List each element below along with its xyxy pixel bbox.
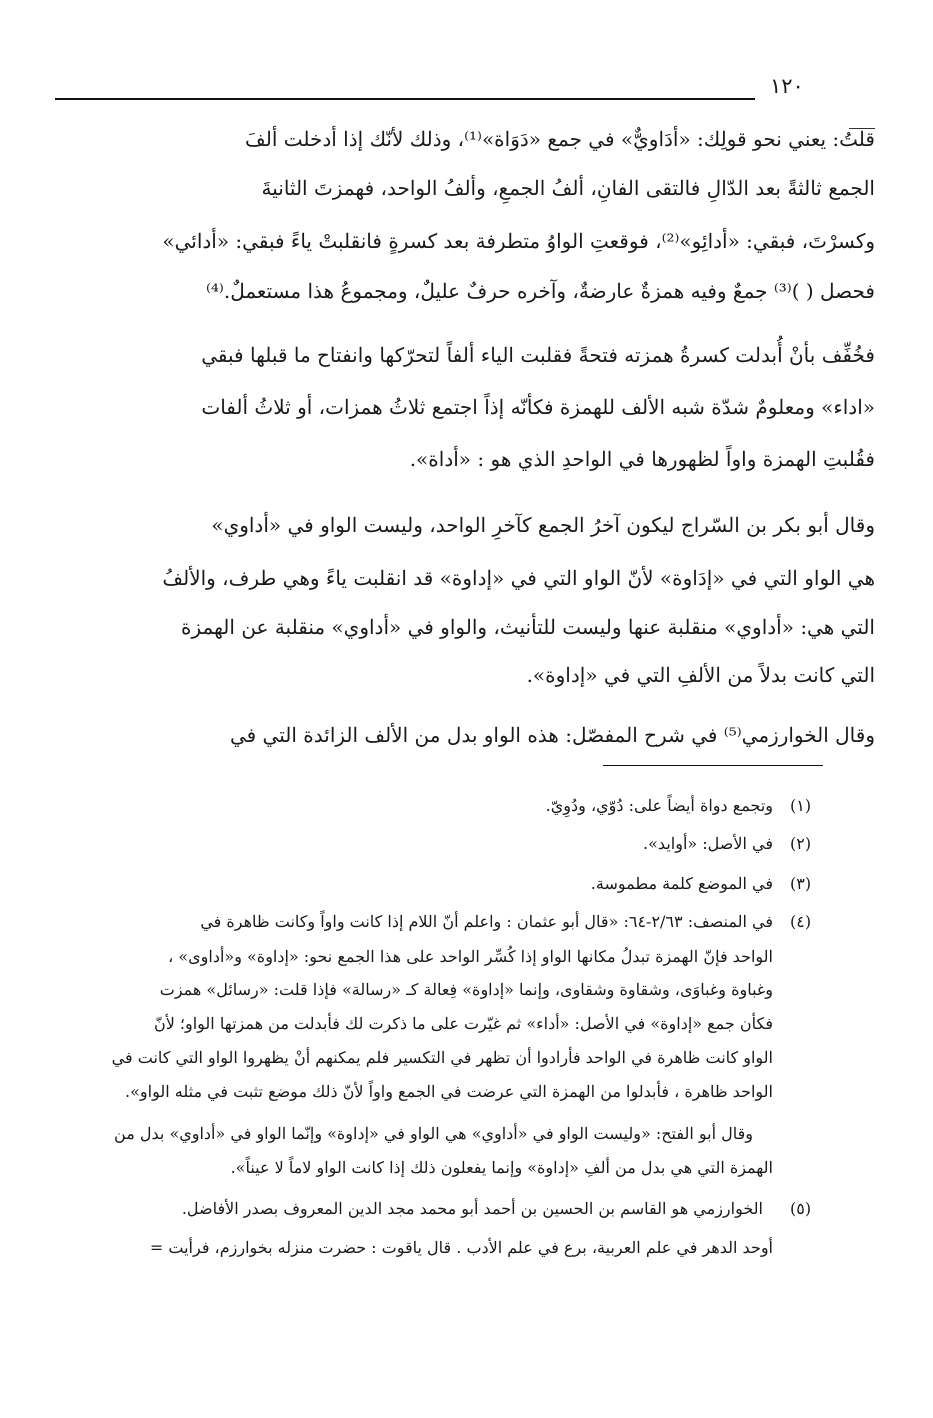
footnote-line: فكأن جمع «إداوة» في الأصل: «أداء» ثم غيّرت على ما ذكرت لك فأبدلت من همزتها الواو؛ لأنّ (153, 1014, 773, 1033)
body-line: وكسرْتَ، فبقي: «أدائِو»⁽²⁾، فوقعتِ الواوُ متطرفة بعد كسرةٍ فانقلبتْ ياءً فبقي: «أدائي» (162, 229, 875, 253)
footnote-line: وغباوة وغباوَى، وشقاوة وشقاوى، وإنما «إداوة» فِعالة كـ «رسالة» فإذا قلت: «رسائل» همزت (159, 980, 773, 999)
header-rule (55, 98, 755, 100)
body-line: وقال الخوارزمي⁽⁵⁾ في شرح المفصّل: هذه الواو بدل من الألف الزائدة التي في (229, 723, 875, 747)
footnote-line: في الأصل: «أوايد». (643, 834, 773, 853)
footnote-line: أوحد الدهر في علم العربية، برع في علم الأدب . قال ياقوت : حضرت منزله بخوارزم، فرأيت = (149, 1238, 773, 1257)
footnote-line: الواحد فإنّ الهمزة تبدلُ مكانها الواو إذا كُسِّر الواحد على هذا الجمع نحو: «إداوة» و«أداوى» ، (168, 947, 773, 966)
body-line: الجمع ثالثةً بعد الدّالِ فالتقى الفانِ، ألفُ الجمعِ، وألفُ الواحد، فهمزتَ الثانيةَ (261, 176, 875, 200)
footnote-separator (603, 765, 823, 766)
footnote-line: الخوارزمي هو القاسم بن الحسين بن أحمد أبو محمد مجد الدين المعروف بصدر الأفاضل. (181, 1199, 763, 1218)
footnote-line: وتجمع دواة أيضاً على: دُوّي، ودُوِيّ. (545, 796, 773, 815)
footnote-line: الواو كانت ظاهرة في الواحد فأرادوا أن تظهر في التكسير فلم يمكنهم أنْ يظهروا الواو التي كانت في (111, 1048, 773, 1067)
page-number: ١٢٠ (770, 74, 804, 98)
body-line: فخُفِّف بأنْ أُبدلت كسرةُ همزته فتحةً فقلبت الياء ألفاً لتحرّكها وانفتاح ما قبلها فبقي (201, 343, 875, 367)
footnote-line: الهمزة التي هي بدل من ألفِ «إداوة» وإنما يفعلون ذلك إذا كانت الواو لاماً لا عيناً». (230, 1158, 773, 1177)
footnote-line: وقال أبو الفتح: «وليست الواو في «أداوي» هي الواو في «إداوة» وإنّما الواو في «أداوي» بدل من (114, 1124, 753, 1143)
body-line: التي هي: «أداوي» منقلبة عنها وليست للتأنيث، والواو في «أداوي» منقلبة عن الهمزة (181, 615, 875, 639)
body-line: هي الواو التي في «إدَاوة» لأنّ الواو التي في «إداوة» قد انقلبت ياءً وهي طرف، والألفُ (162, 566, 875, 590)
body-line: فحصل ( )⁽³⁾ جمعٌ وفيه همزةٌ عارضةٌ، وآخره حرفٌ عليلٌ، ومجموعُ هذا مستعملٌ.⁽⁴⁾ (205, 279, 875, 303)
footnote-marker: (٣) (790, 874, 812, 893)
body-line: وقال أبو بكر بن السّراج ليكون آخرُ الجمع كآخرِ الواحد، وليست الواو في «أداوي» (211, 513, 875, 537)
footnote-line: الواحد ظاهرة ، فأبدلوا من الهمزة التي عرضت في الجمع واواً لأنّ ذلك موضع تثبت في مثله الواو». (125, 1082, 773, 1101)
footnote-marker: (٤) (790, 912, 812, 931)
footnote-marker: (٢) (790, 834, 812, 853)
footnote-line: في المنصف: ٢/٦٣-٦٤: «قال أبو عثمان : واعلم أنّ اللام إذا كانت واواً وكانت ظاهرة في (200, 912, 773, 931)
footnote-marker: (٥) (790, 1199, 812, 1218)
footnote-line: في الموضع كلمة مطموسة. (590, 874, 773, 893)
body-line: فقُلبتِ الهمزة واواً لظهورها في الواحدِ الذي هو : «أداة». (409, 447, 875, 471)
body-line: التي كانت بدلاً من الألفِ التي في «إداوة». (526, 663, 875, 687)
body-line: قلتُ: يعني نحو قولِك: «أدَاويٌّ» في جمع «دَوَاة»⁽¹⁾، وذلك لأنّك إذا أدخلت ألفَ (245, 127, 875, 151)
body-line: «اداء» ومعلومٌ شدّة شبه الألف للهمزة فكأنّه إذاً اجتمع ثلاثُ همزات، أو ثلاثُ ألفات (201, 395, 875, 419)
footnote-marker: (١) (790, 796, 812, 815)
